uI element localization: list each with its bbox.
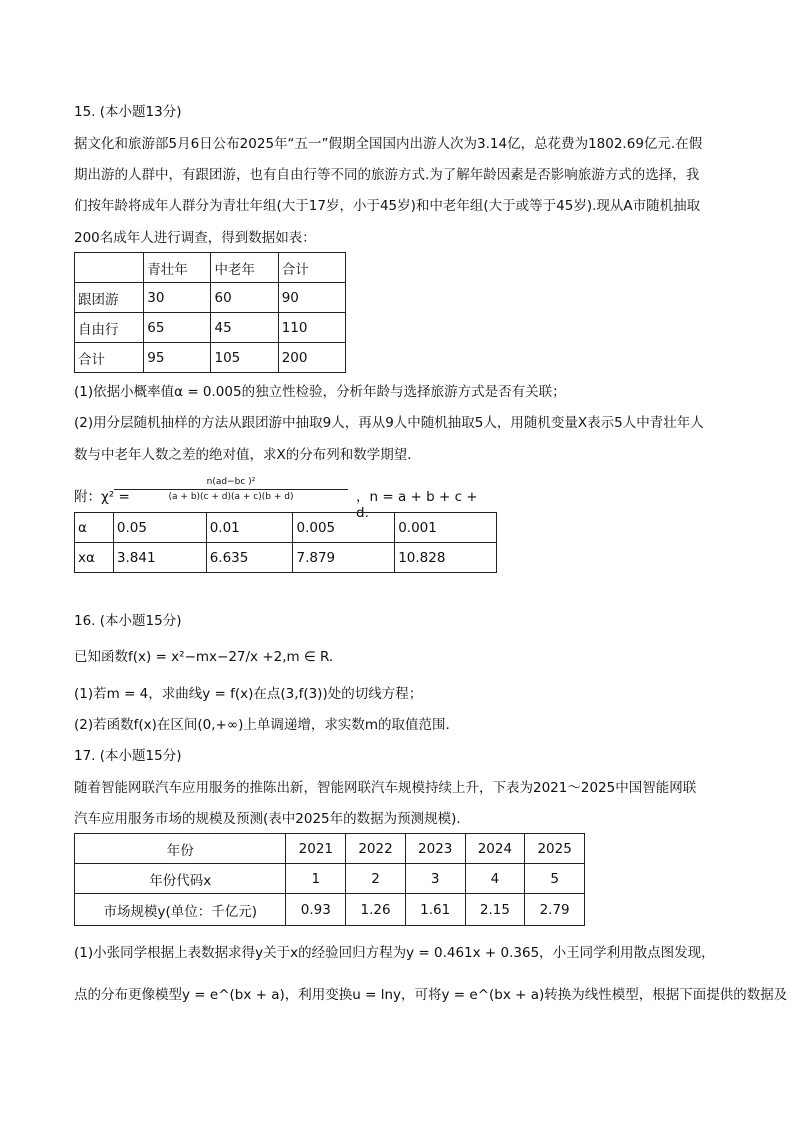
- q15-part-1: (1)依据小概率值α = 0.005的独立性检验，分析年龄与选择旅游方式是否有关联；: [74, 384, 566, 400]
- table-cell: 合计: [278, 253, 345, 283]
- table-cell: 0.001: [395, 513, 497, 543]
- formula-fraction: [114, 476, 348, 503]
- table-cell: [75, 253, 144, 283]
- table-cell: 0.05: [113, 513, 206, 543]
- table-cell: 青壮年: [144, 253, 211, 283]
- formula-lead: 附：χ² =: [74, 489, 130, 505]
- table-cell: 0.93: [286, 894, 346, 926]
- table-cell: 2.79: [525, 894, 585, 926]
- market-size-table: [74, 833, 585, 926]
- table-cell: 中老年: [211, 253, 278, 283]
- table-cell: 30: [144, 283, 211, 313]
- table-cell: 2023: [405, 834, 465, 864]
- table-cell: 105: [211, 343, 278, 373]
- table-cell: 自由行: [75, 313, 144, 343]
- q15-line-4: 200名成年人进行调查，得到数据如表：: [74, 230, 316, 246]
- q16-part-2: (2)若函数f(x)在区间(0,+∞)上单调递增，求实数m的取值范围．: [74, 717, 460, 733]
- q17-line-1: 随着智能网联汽车应用服务的推陈出新，智能网联汽车规模持续上升，下表为2021～2025中国智能网联: [74, 780, 697, 796]
- table-cell: 95: [144, 343, 211, 373]
- formula-numerator: n(ad−bc )²: [206, 477, 256, 487]
- table-cell: 5: [525, 864, 585, 894]
- q16-header: 16. (本小题15分): [74, 613, 182, 629]
- q16-part-1: (1)若m = 4，求曲线y = f(x)在点(3,f(3))处的切线方程；: [74, 686, 423, 702]
- table-cell: 3.841: [113, 543, 206, 573]
- table-cell: 2021: [286, 834, 346, 864]
- table-cell: 0.005: [293, 513, 395, 543]
- table-row: [75, 543, 497, 573]
- table-cell: 市场规模y(单位：千亿元): [75, 894, 286, 926]
- table-cell: 合计: [75, 343, 144, 373]
- table-cell: 10.828: [395, 543, 497, 573]
- table-cell: 60: [211, 283, 278, 313]
- table-cell: 1.61: [405, 894, 465, 926]
- q15-line-2: 期出游的人群中，有跟团游，也有自由行等不同的旅游方式.为了解年龄因素是否影响旅游方式的选择，我: [74, 167, 700, 183]
- table-cell: 200: [278, 343, 345, 373]
- tour-data-table: [74, 252, 346, 373]
- table-row: [75, 894, 585, 926]
- table-cell: 年份: [75, 834, 286, 864]
- table-cell: 0.01: [206, 513, 293, 543]
- table-cell: 3: [405, 864, 465, 894]
- table-cell: 45: [211, 313, 278, 343]
- q17-line-2: 汽车应用服务市场的规模及预测(表中2025年的数据为预测规模)．: [74, 811, 470, 827]
- table-cell: 2.15: [465, 894, 525, 926]
- formula-denominator: (a + b)(c + d)(a + c)(b + d): [168, 492, 294, 502]
- table-cell: 2025: [525, 834, 585, 864]
- table-cell: 110: [278, 313, 345, 343]
- table-cell: 2: [346, 864, 406, 894]
- q17-part-1b: 点的分布更像模型y = e^(bx + a)，利用变换u = lny，可将y = e^(bx + a)转换为线性模型，根据下面提供的数据及: [74, 987, 788, 1003]
- q15-header: 15. (本小题13分): [74, 104, 182, 120]
- table-cell: 90: [278, 283, 345, 313]
- chi-square-formula: [74, 476, 494, 521]
- q17-header: 17. (本小题15分): [74, 748, 182, 764]
- q15-line-1: 据文化和旅游部5月6日公布2025年“五一”假期全国国内出游人次为3.14亿，总花费为1802.69亿元.在假: [74, 136, 703, 152]
- table-cell: α: [75, 513, 114, 543]
- q15-part-2a: (2)用分层随机抽样的方法从跟团游中抽取9人，再从9人中随机抽取5人，用随机变量X表示5人中青壮年人: [74, 415, 704, 431]
- table-cell: 6.635: [206, 543, 293, 573]
- q15-line-3: 们按年龄将成年人群分为青壮年组(大于17岁，小于45岁)和中老年组(大于或等于45岁).现从A市随机抽取: [74, 198, 701, 214]
- table-cell: 年份代码x: [75, 864, 286, 894]
- table-cell: 1.26: [346, 894, 406, 926]
- table-row: [75, 253, 346, 283]
- table-cell: 2022: [346, 834, 406, 864]
- table-cell: 2024: [465, 834, 525, 864]
- q16-function: 已知函数f(x) = x²−mx−27/x +2,m ∈ R.: [74, 649, 334, 665]
- table-row: [75, 343, 346, 373]
- table-cell: xα: [75, 543, 114, 573]
- table-row: [75, 283, 346, 313]
- table-cell: 7.879: [293, 543, 395, 573]
- table-row: [75, 513, 497, 543]
- table-cell: 4: [465, 864, 525, 894]
- fraction-bar: [114, 489, 348, 490]
- critical-value-table: [74, 512, 497, 573]
- q17-part-1a: (1)小张同学根据上表数据求得y关于x的经验回归方程为y = 0.461x + 0.365，小王同学利用散点图发现，: [74, 945, 715, 961]
- table-cell: 1: [286, 864, 346, 894]
- table-row: [75, 834, 585, 864]
- q15-part-2b: 数与中老年人数之差的绝对值，求X的分布列和数学期望．: [74, 447, 421, 463]
- table-cell: 跟团游: [75, 283, 144, 313]
- table-row: [75, 313, 346, 343]
- table-row: [75, 864, 585, 894]
- formula-tail: ，n = a + b + c + d.: [356, 489, 478, 521]
- table-cell: 65: [144, 313, 211, 343]
